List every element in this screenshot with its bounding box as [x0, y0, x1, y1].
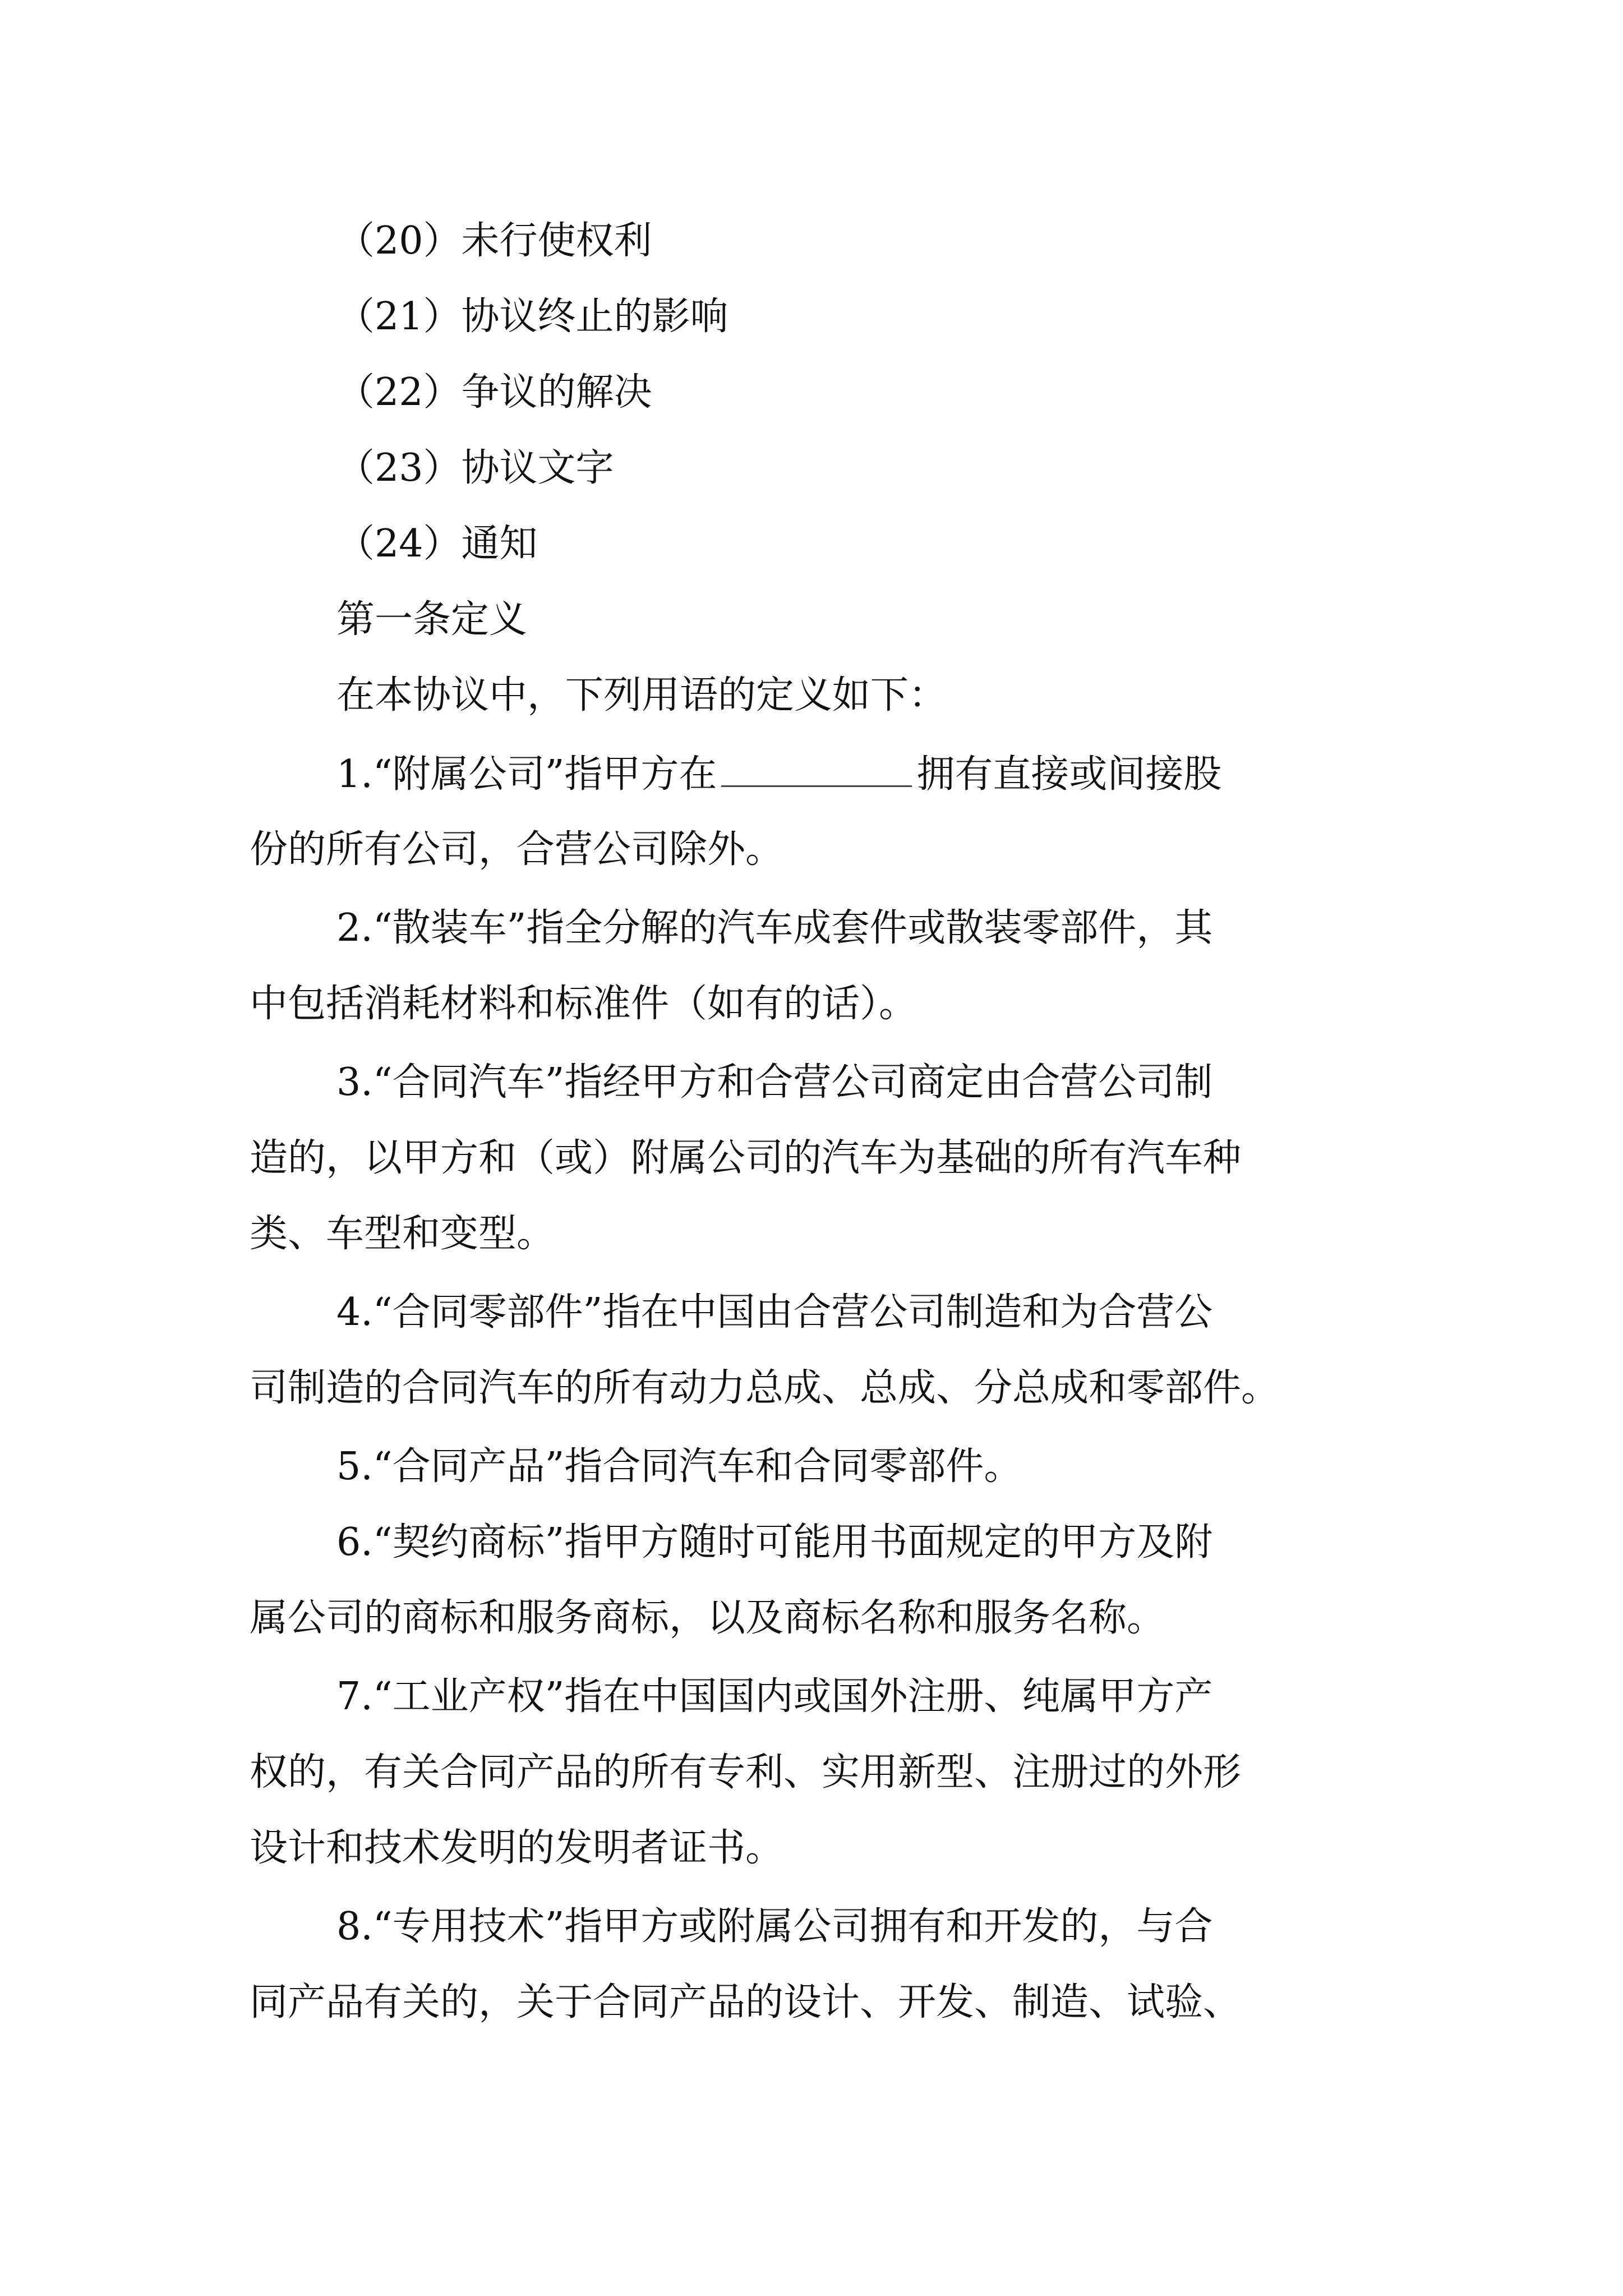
- toc-item: （24）通知: [336, 522, 538, 566]
- definition-4-line-2: 司制造的合同汽车的所有动力总成、总成、分总成和零部件。: [250, 1366, 1280, 1410]
- definition-3-line-3: 类、车型和变型。: [250, 1212, 555, 1256]
- definition-8-line-2: 同产品有关的，关于合同产品的设计、开发、制造、试验、: [250, 1980, 1242, 2024]
- definition-5-line-1: 5.“合同产品”指合同汽车和合同零部件。: [336, 1444, 1022, 1489]
- definition-7-line-1: 7.“工业产权”指在中国国内或国外注册、纯属甲方产: [336, 1674, 1213, 1719]
- definition-6-line-2: 属公司的商标和服务商标，以及商标名称和服务名称。: [250, 1596, 1165, 1640]
- section-heading: 第一条定义: [336, 597, 528, 642]
- blank-fill-line: [721, 752, 912, 787]
- definition-7-line-2: 权的，有关合同产品的所有专利、实用新型、注册过的外形: [250, 1750, 1242, 1795]
- toc-item: （20）未行使权利: [336, 219, 652, 263]
- definition-1-lead: 1.“附属公司”指甲方在: [336, 752, 717, 797]
- definition-2-line-1: 2.“散装车”指全分解的汽车成套件或散装零部件，其: [336, 906, 1213, 950]
- toc-item: （23）协议文字: [336, 446, 614, 490]
- definition-6-line-1: 6.“契约商标”指甲方随时可能用书面规定的甲方及附: [336, 1520, 1213, 1565]
- definition-4-line-1: 4.“合同零部件”指在中国由合营公司制造和为合营公: [336, 1290, 1213, 1335]
- definition-1-line-2: 份的所有公司，合营公司除外。: [250, 827, 784, 872]
- definition-3-line-1: 3.“合同汽车”指经甲方和合营公司商定由合营公司制: [336, 1060, 1213, 1105]
- toc-item: （21）协议终止的影响: [336, 295, 728, 339]
- definition-1-line-1: [336, 752, 1221, 797]
- definition-8-line-1: 8.“专用技术”指甲方或附属公司拥有和开发的，与合: [336, 1904, 1213, 1949]
- intro-paragraph: 在本协议中，下列用语的定义如下：: [336, 673, 947, 717]
- toc-item: （22）争议的解决: [336, 370, 652, 415]
- definition-3-line-2: 造的，以甲方和（或）附属公司的汽车为基础的所有汽车种: [250, 1136, 1242, 1180]
- definition-1-tail: 拥有直接或间接股: [916, 752, 1222, 797]
- definition-7-line-3: 设计和技术发明的发明者证书。: [250, 1826, 784, 1870]
- definition-2-line-2: 中包括消耗材料和标准件（如有的话）。: [250, 982, 917, 1026]
